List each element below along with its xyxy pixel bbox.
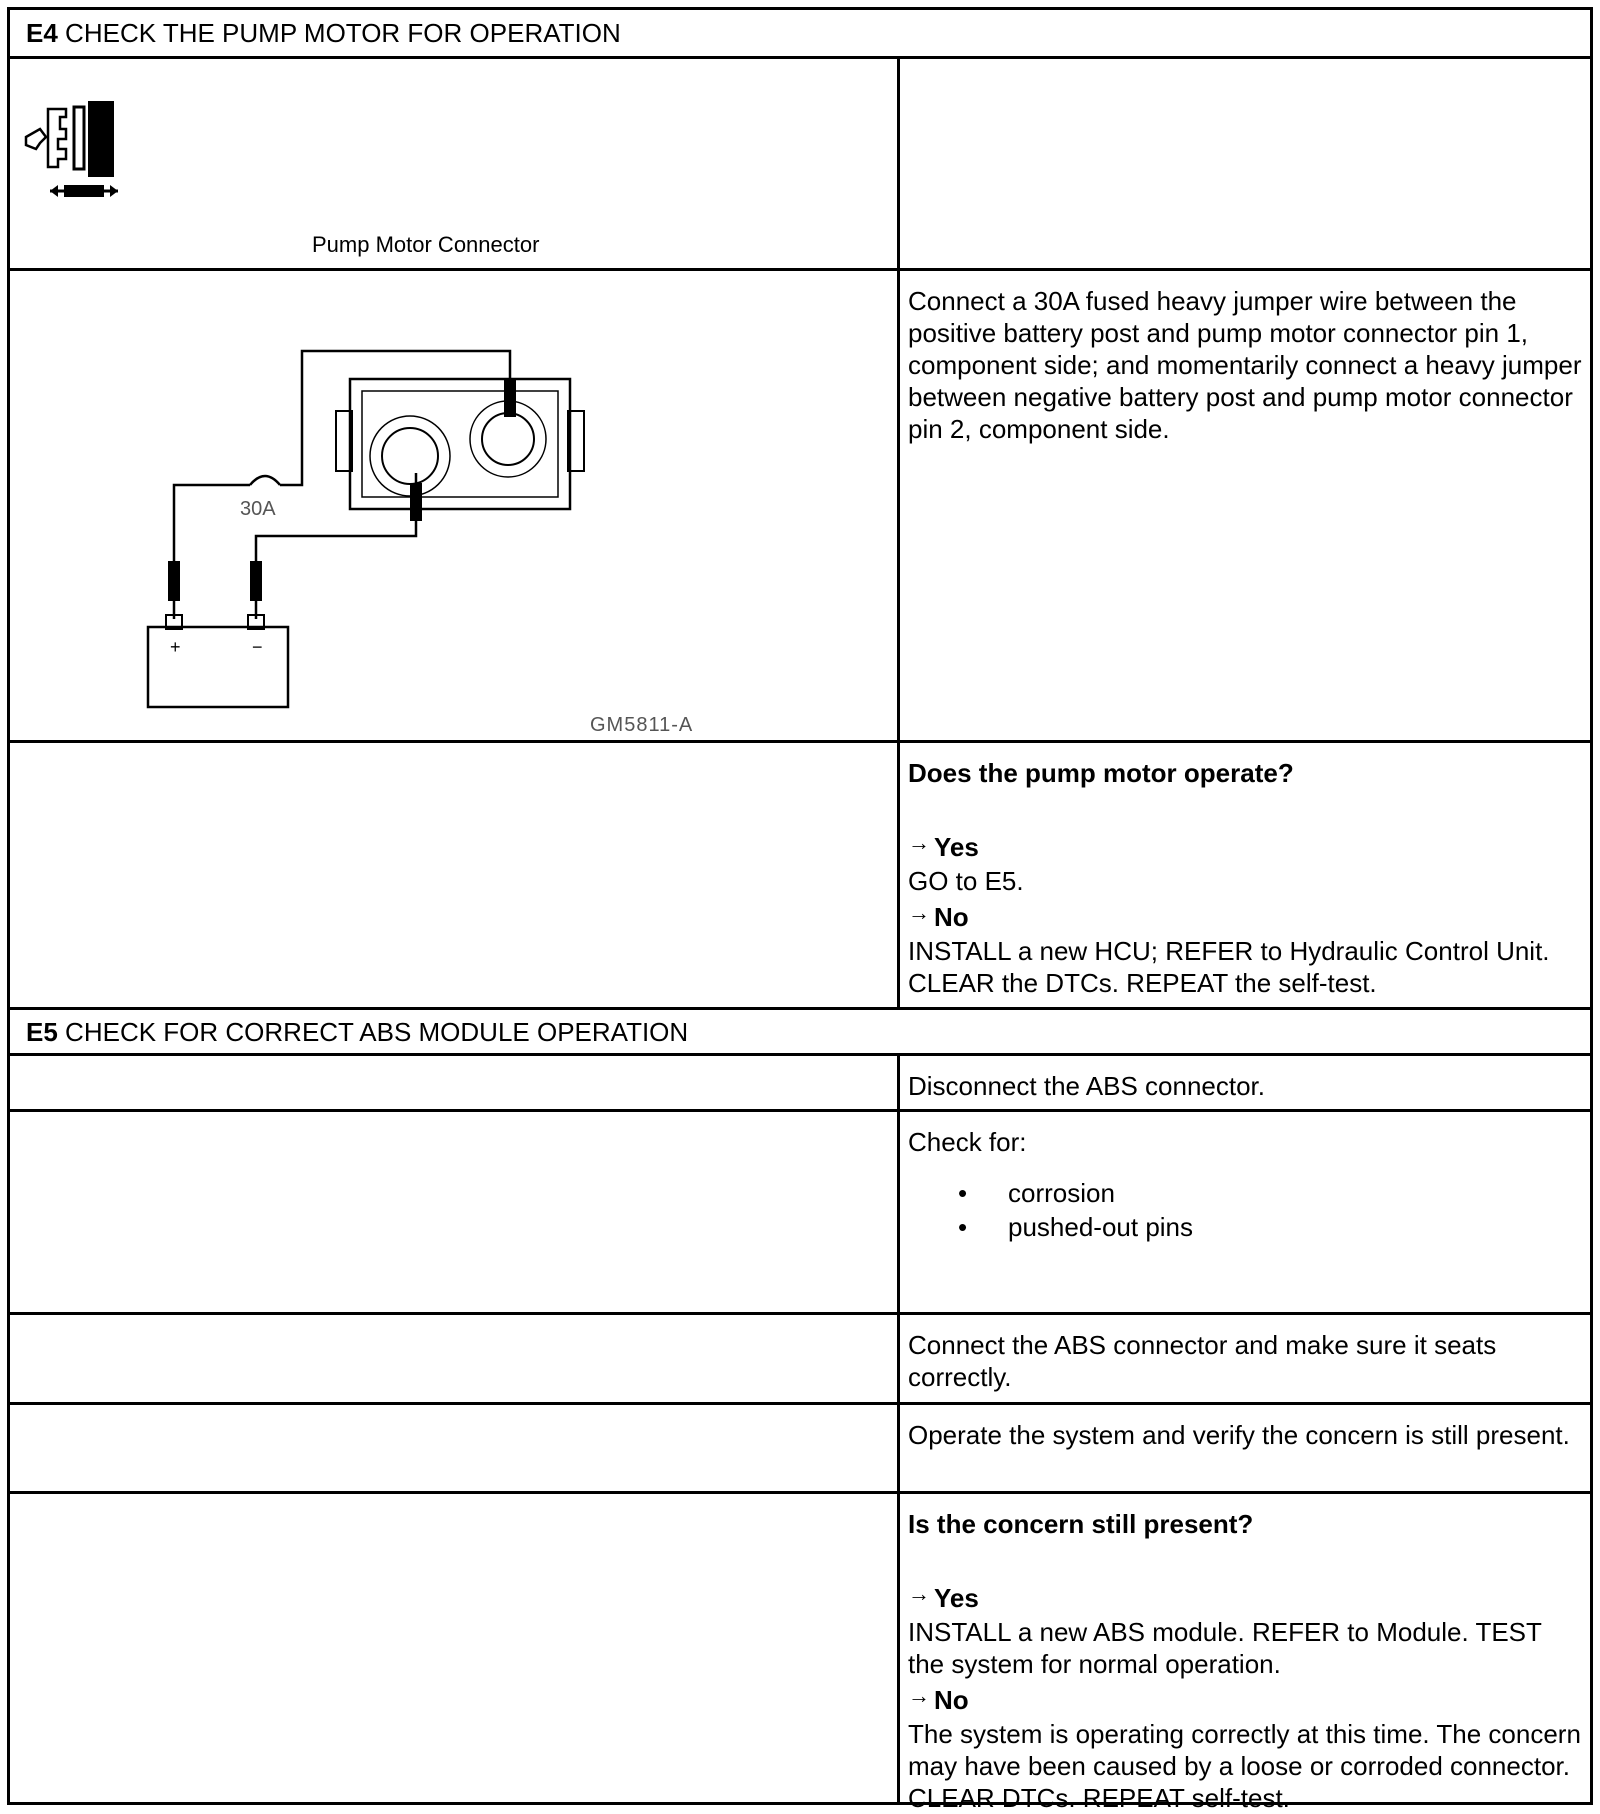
e5-question: Is the concern still present? [908,1509,1254,1539]
e5-step-id: E5 [26,1017,58,1047]
e4-yes-label: Yes [934,832,979,862]
arrow-icon: → [908,1683,930,1708]
e5-no-option [908,1684,1582,1718]
e5-no-label: No [934,1685,969,1715]
wiring-diagram-cell [10,271,900,740]
e5-step-title: CHECK FOR CORRECT ABS MODULE OPERATION [65,1017,689,1047]
e4-connector-row [10,59,1590,271]
e5-connect-left-cell [10,1315,900,1402]
e4-yes-text: GO to E5. [908,866,1024,896]
e4-step-title: CHECK THE PUMP MOTOR FOR OPERATION [65,18,621,48]
e5-operate-text: Operate the system and verify the concern is still present. [908,1420,1570,1450]
connector-text-cell [900,59,1590,268]
arrow-icon: → [908,1581,930,1606]
e4-no-label: No [934,902,969,932]
e4-no-option [908,901,1582,935]
list-item: • corrosion [908,1176,1582,1210]
e4-no-text: INSTALL a new HCU; REFER to Hydraulic Control Unit. CLEAR the DTCs. REPEAT the self-test. [908,936,1550,998]
e5-yes-option [908,1582,1582,1616]
e5-disconnect-row [10,1056,1590,1112]
e5-check-cell [900,1112,1590,1312]
connector-caption: Pump Motor Connector [312,232,540,257]
wiring-instruction-cell [900,271,1590,740]
e5-question-left-cell [10,1494,900,1805]
e5-yes-text: INSTALL a new ABS module. REFER to Module. TEST the system for normal operation. [908,1617,1542,1679]
e5-step-header [10,1010,1590,1056]
e4-step-header [10,10,1590,59]
e5-operate-left-cell [10,1405,900,1491]
e5-no-text: The system is operating correctly at this time. The concern may have been caused by a loose or corroded connector. CLEAR DTCs. REPEAT self-test. [908,1719,1581,1813]
e5-question-cell [900,1494,1590,1813]
e5-question-row [10,1494,1590,1813]
e4-question-left-cell [10,743,900,1007]
wiring-instruction: Connect a 30A fused heavy jumper wire between the positive battery post and pump motor connector pin 1, component side; and momentarily connect a heavy jumper between negative battery post and pump motor connector pin 2, component side. [908,286,1582,444]
wiring-diagram [10,271,896,739]
e5-operate-cell [900,1405,1590,1491]
e5-check-left-cell [10,1112,900,1312]
e5-connect-row [10,1315,1590,1405]
connector-figure-cell [10,59,900,268]
e5-operate-row [10,1405,1590,1494]
figure-code: GM5811-A [590,714,694,736]
e5-yes-label: Yes [934,1583,979,1613]
e5-disconnect-left-cell [10,1056,900,1109]
arrow-icon: → [908,900,930,925]
arrow-icon: → [908,830,930,855]
diagnostic-table [7,7,1593,1813]
e4-question: Does the pump motor operate? [908,758,1294,788]
fuse-label: 30A [240,498,276,520]
e5-disconnect-text: Disconnect the ABS connector. [908,1071,1265,1101]
battery-negative-label: − [252,637,263,657]
e5-connect-text: Connect the ABS connector and make sure it seats correctly. [908,1330,1497,1392]
e4-wiring-row [10,271,1590,743]
e5-check-row [10,1112,1590,1315]
e5-check-list [908,1176,1582,1244]
e4-question-row [10,743,1590,1010]
e4-question-cell [900,743,1590,1007]
list-item: • pushed-out pins [908,1210,1582,1244]
connector-icon [18,99,138,209]
battery-positive-label: + [170,637,181,657]
e4-yes-option [908,831,1582,865]
e4-step-id: E4 [26,18,58,48]
e5-check-for: Check for: [908,1127,1027,1157]
e5-connect-cell [900,1315,1590,1402]
e5-disconnect-cell [900,1056,1590,1109]
